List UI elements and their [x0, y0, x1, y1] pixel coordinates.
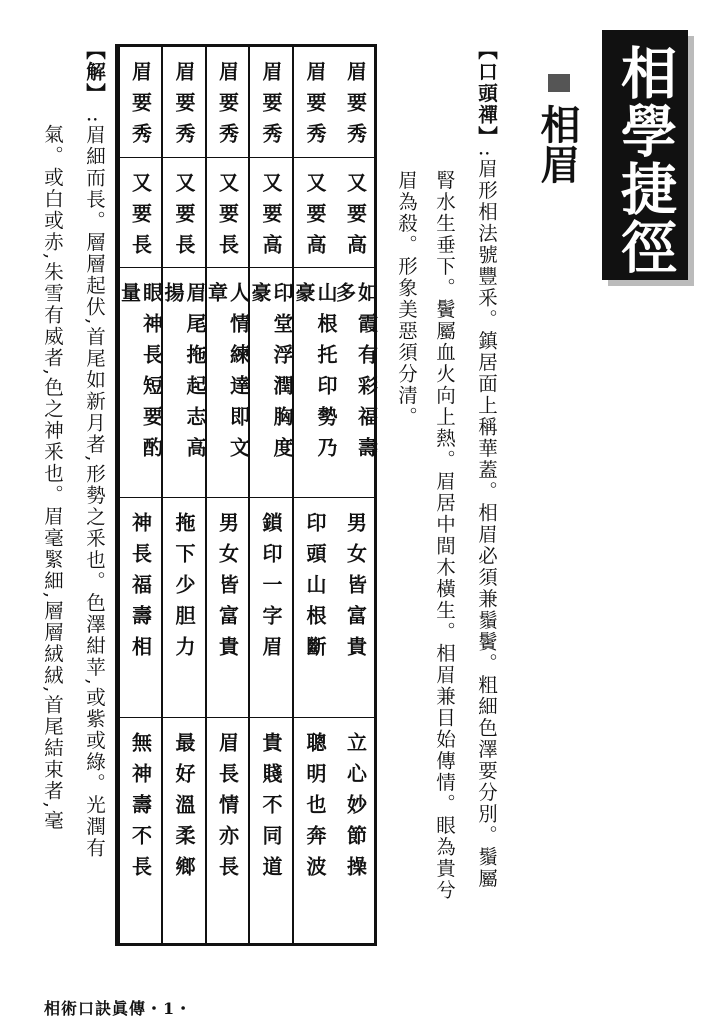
table-cell: 印堂浮潤胸度豪 — [250, 267, 292, 497]
table-cell: 男女皆富貴 — [334, 497, 377, 717]
table-column — [248, 47, 292, 943]
table-cell: 眉要秀 — [128, 61, 153, 154]
table-cell: 眉長情亦長 — [207, 717, 248, 946]
table-cell: 眉要秀 — [259, 61, 283, 154]
table-cell: 貴賤不同道 — [250, 717, 292, 946]
table-cell: 立心妙節操 — [334, 717, 377, 946]
table-cell: 人情練達即文章 — [207, 267, 248, 497]
table-cell: 無神壽不長 — [120, 717, 161, 946]
table-cell: 眼神長短要酌量 — [120, 267, 161, 497]
table-cell: 又要高 — [250, 157, 292, 267]
table-cell: 眉尾拖起志高揚 — [163, 267, 205, 497]
table-cell: 鎖印一字眉 — [250, 497, 292, 717]
section-title: 相眉 — [534, 104, 581, 184]
table-column — [334, 47, 377, 943]
kou-tou-chan-line-3: 眉為殺。形象美惡須分清。 — [395, 170, 418, 428]
square-bullet-icon — [548, 74, 570, 92]
table-cell: 拖下少胆力 — [163, 497, 205, 717]
table-cell: 聰明也奔波 — [294, 717, 336, 946]
table-cell: 眉要秀 — [343, 61, 368, 154]
table-cell: 眉要秀 — [215, 61, 240, 154]
table-cell: 男女皆富貴 — [207, 497, 248, 717]
book-title: 相學捷徑 — [612, 44, 678, 276]
table-cell: 最好溫柔鄉 — [163, 717, 205, 946]
kou-tou-chan-line-2: 腎水生垂下。鬢屬血火向上熱。眉居中間木橫生。相眉兼目始傳情。眼為貴兮 — [433, 170, 456, 901]
table-cell: 眉要秀 — [303, 61, 327, 154]
verse-table — [115, 44, 377, 946]
table-column — [292, 47, 336, 943]
page-footer: 相術口訣眞傳・1・ — [44, 999, 193, 1018]
table-cell: 印頭山根斷 — [294, 497, 336, 717]
table-cell: 又要長 — [120, 157, 161, 267]
table-column — [204, 47, 251, 943]
title-block — [602, 30, 688, 280]
table-cell: 山根托印勢乃豪 — [294, 267, 336, 497]
table-column — [161, 47, 205, 943]
table-cell: 如霞有彩福壽多 — [334, 267, 377, 497]
table-cell: 眉要秀 — [172, 61, 196, 154]
table-cell: 又要高 — [334, 157, 377, 267]
jie-label: 【解】 — [83, 40, 106, 105]
kou-tou-chan-label: 【口頭禪】 — [475, 40, 498, 148]
table-cell: 又要高 — [294, 157, 336, 267]
table-cell: 又要長 — [163, 157, 205, 267]
table-column — [117, 47, 164, 943]
jie-line-2: 氣。或白或赤,朱雪有威者,色之神釆也。眉毫緊細,層層絨絨,首尾結束者,毫 — [41, 124, 64, 832]
kou-tou-chan-line-1: :眉形相法號豐釆。鎮居面上稱華蓋。相眉必須兼鬚鬢。粗細色澤要分別。鬚屬 — [475, 150, 498, 890]
table-cell: 神長福壽相 — [120, 497, 161, 717]
table-cell: 又要長 — [207, 157, 248, 267]
jie-line-1: :眉細而長。層層起伏,首尾如新月者,形勢之釆也。色澤紺苹,或紫或綠。光潤有 — [83, 116, 106, 859]
